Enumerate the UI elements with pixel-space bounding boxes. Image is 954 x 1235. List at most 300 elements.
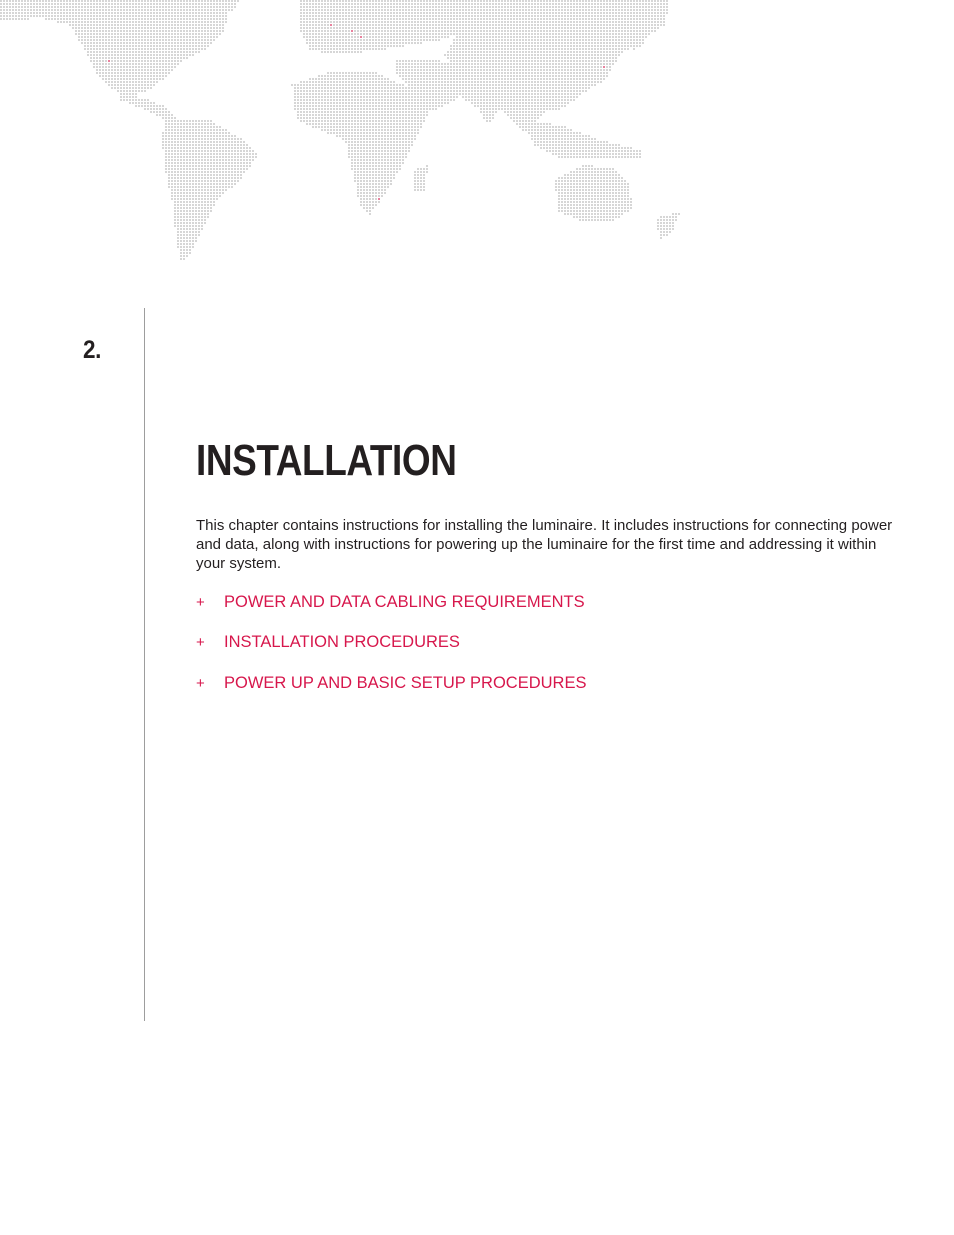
map-dot <box>513 33 515 35</box>
map-dot <box>210 12 212 14</box>
map-dot <box>318 96 320 98</box>
map-dot <box>630 0 632 2</box>
map-dot <box>99 39 101 41</box>
map-dot <box>441 36 443 38</box>
map-dot <box>534 42 536 44</box>
map-dot <box>483 15 485 17</box>
map-dot <box>324 99 326 101</box>
map-dot <box>216 18 218 20</box>
map-dot <box>411 30 413 32</box>
map-dot <box>42 0 44 2</box>
map-dot <box>381 12 383 14</box>
map-dot <box>111 72 113 74</box>
map-dot <box>528 87 530 89</box>
map-dot <box>597 51 599 53</box>
map-dot <box>138 27 140 29</box>
map-dot <box>600 12 602 14</box>
map-dot <box>351 6 353 8</box>
map-dot <box>480 90 482 92</box>
map-dot <box>12 12 14 14</box>
map-dot <box>72 3 74 5</box>
map-dot <box>402 60 404 62</box>
map-dot <box>462 66 464 68</box>
map-dot <box>564 51 566 53</box>
map-dot <box>594 63 596 65</box>
map-dot <box>573 60 575 62</box>
map-dot <box>138 42 140 44</box>
map-dot <box>120 3 122 5</box>
map-dot <box>549 45 551 47</box>
map-dot <box>573 96 575 98</box>
map-dot <box>543 102 545 104</box>
map-dot <box>492 96 494 98</box>
map-dot <box>537 9 539 11</box>
map-dot <box>411 24 413 26</box>
map-dot <box>417 42 419 44</box>
map-dot <box>567 96 569 98</box>
map-dot <box>573 18 575 20</box>
map-dot <box>504 72 506 74</box>
map-dot <box>603 15 605 17</box>
map-dot <box>552 78 554 80</box>
map-dot <box>342 105 344 107</box>
map-dot <box>333 78 335 80</box>
map-dot <box>630 39 632 41</box>
map-dot <box>132 9 134 11</box>
map-dot <box>402 36 404 38</box>
map-dot <box>414 33 416 35</box>
map-dot <box>111 45 113 47</box>
map-dot <box>411 87 413 89</box>
map-dot <box>534 84 536 86</box>
map-dot <box>582 75 584 77</box>
map-dot <box>558 18 560 20</box>
map-dot <box>318 24 320 26</box>
map-dot <box>522 3 524 5</box>
map-dot <box>108 3 110 5</box>
map-dot <box>507 60 509 62</box>
map-dot <box>387 87 389 89</box>
map-dot <box>387 78 389 80</box>
map-dot <box>555 36 557 38</box>
map-dot <box>564 33 566 35</box>
map-dot <box>354 99 356 101</box>
map-dot <box>210 24 212 26</box>
map-dot <box>297 99 299 101</box>
map-dot <box>507 102 509 104</box>
map-dot <box>477 72 479 74</box>
map-dot <box>342 24 344 26</box>
map-dot <box>369 102 371 104</box>
map-dot <box>156 36 158 38</box>
map-dot <box>444 96 446 98</box>
map-dot <box>426 102 428 104</box>
map-dot <box>207 30 209 32</box>
map-dot <box>357 87 359 89</box>
map-dot <box>588 39 590 41</box>
map-dot <box>468 33 470 35</box>
map-dot <box>435 24 437 26</box>
map-dot <box>114 81 116 83</box>
map-dot <box>297 108 299 110</box>
map-dot <box>417 0 419 2</box>
map-dot <box>504 36 506 38</box>
map-dot <box>351 36 353 38</box>
map-dot <box>150 36 152 38</box>
map-dot <box>147 99 149 101</box>
map-dot <box>315 33 317 35</box>
map-dot <box>519 75 521 77</box>
map-dot <box>405 66 407 68</box>
map-dot <box>558 24 560 26</box>
map-dot <box>513 99 515 101</box>
map-dot <box>552 75 554 77</box>
map-dot <box>540 48 542 50</box>
map-dot <box>558 69 560 71</box>
map-dot <box>87 15 89 17</box>
map-dot <box>456 18 458 20</box>
map-dot <box>636 21 638 23</box>
map-dot <box>651 30 653 32</box>
map-dot <box>174 39 176 41</box>
map-dot <box>423 33 425 35</box>
map-dot <box>138 75 140 77</box>
map-dot <box>594 12 596 14</box>
map-dot <box>144 51 146 53</box>
map-dot <box>471 24 473 26</box>
map-dot <box>492 9 494 11</box>
map-dot <box>507 96 509 98</box>
map-dot <box>615 33 617 35</box>
map-dot <box>363 93 365 95</box>
map-dot <box>300 3 302 5</box>
map-dot <box>471 30 473 32</box>
map-dot <box>408 33 410 35</box>
map-dot <box>120 78 122 80</box>
map-dot <box>447 12 449 14</box>
map-dot <box>405 81 407 83</box>
map-dot <box>99 72 101 74</box>
map-dot <box>204 45 206 47</box>
map-dot <box>618 54 620 56</box>
map-dot <box>198 27 200 29</box>
map-dot <box>366 3 368 5</box>
map-dot <box>561 27 563 29</box>
map-dot <box>516 99 518 101</box>
map-dot <box>315 90 317 92</box>
map-dot <box>492 51 494 53</box>
map-dot <box>117 87 119 89</box>
map-dot <box>555 96 557 98</box>
map-dot <box>651 24 653 26</box>
map-dot <box>570 66 572 68</box>
map-dot <box>231 9 233 11</box>
map-dot <box>336 99 338 101</box>
map-dot <box>393 12 395 14</box>
map-dot <box>522 63 524 65</box>
map-dot <box>105 63 107 65</box>
map-dot <box>141 99 143 101</box>
map-dot <box>303 30 305 32</box>
map-dot <box>135 33 137 35</box>
map-dot <box>654 6 656 8</box>
map-dot <box>513 42 515 44</box>
map-dot <box>441 81 443 83</box>
map-dot <box>582 66 584 68</box>
map-dot <box>90 9 92 11</box>
map-dot <box>579 87 581 89</box>
map-dot <box>60 6 62 8</box>
map-dot <box>312 102 314 104</box>
map-dot <box>534 36 536 38</box>
map-dot <box>552 105 554 107</box>
map-dot <box>429 66 431 68</box>
map-dot <box>549 39 551 41</box>
map-dot <box>408 96 410 98</box>
map-dot <box>414 27 416 29</box>
map-dot <box>192 9 194 11</box>
map-dot <box>597 72 599 74</box>
map-dot <box>468 21 470 23</box>
map-dot <box>489 78 491 80</box>
map-dot <box>216 15 218 17</box>
map-dot <box>111 24 113 26</box>
map-dot <box>420 93 422 95</box>
map-dot <box>153 108 155 110</box>
map-dot <box>609 12 611 14</box>
map-dot <box>363 12 365 14</box>
map-dot <box>612 39 614 41</box>
map-dot <box>519 54 521 56</box>
map-dot <box>498 96 500 98</box>
map-dot <box>327 9 329 11</box>
map-dot <box>102 3 104 5</box>
map-dot <box>351 81 353 83</box>
map-dot <box>126 0 128 2</box>
map-dot <box>225 9 227 11</box>
map-dot <box>576 96 578 98</box>
map-dot <box>585 90 587 92</box>
map-dot <box>363 21 365 23</box>
map-dot <box>519 12 521 14</box>
map-dot <box>159 15 161 17</box>
map-dot <box>495 87 497 89</box>
map-dot <box>168 12 170 14</box>
map-dot <box>105 27 107 29</box>
map-dot <box>540 9 542 11</box>
map-dot <box>582 9 584 11</box>
map-dot <box>15 0 17 2</box>
map-dot <box>117 18 119 20</box>
map-dot <box>171 63 173 65</box>
map-dot <box>477 69 479 71</box>
map-dot <box>648 9 650 11</box>
map-dot <box>414 69 416 71</box>
map-dot <box>495 45 497 47</box>
map-dot <box>294 99 296 101</box>
map-dot <box>630 6 632 8</box>
map-dot <box>462 36 464 38</box>
map-dot <box>369 36 371 38</box>
map-dot <box>612 27 614 29</box>
map-dot <box>513 57 515 59</box>
map-dot <box>564 45 566 47</box>
map-dot <box>405 18 407 20</box>
map-dot <box>603 57 605 59</box>
map-dot <box>207 3 209 5</box>
map-dot <box>411 84 413 86</box>
map-dot <box>390 81 392 83</box>
map-dot <box>483 66 485 68</box>
map-dot <box>498 75 500 77</box>
map-dot <box>510 42 512 44</box>
map-dot <box>459 84 461 86</box>
map-dot <box>447 18 449 20</box>
map-dot <box>501 24 503 26</box>
map-dot <box>555 75 557 77</box>
map-dot <box>510 18 512 20</box>
map-dot <box>369 15 371 17</box>
map-dot <box>453 87 455 89</box>
map-dot <box>411 72 413 74</box>
map-dot <box>618 45 620 47</box>
map-dot <box>621 33 623 35</box>
map-dot <box>567 90 569 92</box>
map-dot <box>330 102 332 104</box>
map-dot <box>342 18 344 20</box>
map-dot <box>570 87 572 89</box>
map-dot <box>315 9 317 11</box>
map-dot <box>606 21 608 23</box>
map-dot <box>324 87 326 89</box>
map-dot <box>372 93 374 95</box>
map-dot <box>411 27 413 29</box>
map-dot <box>492 75 494 77</box>
map-dot <box>315 18 317 20</box>
map-dot <box>366 75 368 77</box>
map-dot <box>159 57 161 59</box>
map-dot <box>399 39 401 41</box>
map-dot <box>477 102 479 104</box>
map-dot <box>402 102 404 104</box>
map-dot <box>72 15 74 17</box>
map-dot <box>513 39 515 41</box>
map-dot <box>513 48 515 50</box>
map-dot <box>150 51 152 53</box>
map-dot <box>657 15 659 17</box>
map-dot <box>444 75 446 77</box>
map-dot <box>534 78 536 80</box>
map-dot <box>576 81 578 83</box>
map-dot <box>348 99 350 101</box>
map-dot <box>630 33 632 35</box>
map-dot <box>402 84 404 86</box>
map-dot <box>561 75 563 77</box>
map-dot <box>39 9 41 11</box>
map-dot <box>654 9 656 11</box>
map-dot <box>141 72 143 74</box>
map-dot <box>336 30 338 32</box>
map-dot <box>513 3 515 5</box>
map-dot <box>333 108 335 110</box>
map-dot <box>372 3 374 5</box>
map-dot <box>510 48 512 50</box>
map-dot <box>609 33 611 35</box>
map-dot <box>642 0 644 2</box>
map-dot <box>660 3 662 5</box>
map-dot <box>177 27 179 29</box>
map-dot <box>435 78 437 80</box>
map-dot <box>393 105 395 107</box>
map-dot <box>507 63 509 65</box>
map-dot <box>576 66 578 68</box>
map-dot <box>567 72 569 74</box>
map-dot <box>393 9 395 11</box>
map-dot <box>222 9 224 11</box>
map-dot <box>309 102 311 104</box>
map-dot <box>483 72 485 74</box>
map-dot <box>519 72 521 74</box>
map-dot <box>435 96 437 98</box>
map-dot <box>567 48 569 50</box>
map-dot <box>345 96 347 98</box>
map-dot <box>51 0 53 2</box>
map-dot <box>306 108 308 110</box>
map-dot <box>336 72 338 74</box>
map-dot <box>111 54 113 56</box>
map-dot <box>396 21 398 23</box>
map-dot <box>564 78 566 80</box>
map-dot <box>69 0 71 2</box>
map-dot <box>585 51 587 53</box>
map-dot <box>345 30 347 32</box>
map-dot <box>186 51 188 53</box>
map-dot <box>465 87 467 89</box>
map-dot <box>567 27 569 29</box>
map-dot <box>354 36 356 38</box>
map-dot <box>480 48 482 50</box>
map-dot <box>372 42 374 44</box>
map-dot <box>156 57 158 59</box>
map-dot <box>132 99 134 101</box>
map-dot <box>600 66 602 68</box>
map-dot <box>507 87 509 89</box>
map-dot <box>384 36 386 38</box>
map-dot <box>363 39 365 41</box>
map-dot <box>153 15 155 17</box>
map-dot <box>366 45 368 47</box>
map-dot <box>381 9 383 11</box>
map-dot <box>597 75 599 77</box>
map-dot <box>396 45 398 47</box>
map-dot <box>438 39 440 41</box>
map-dot <box>396 69 398 71</box>
map-dot <box>321 42 323 44</box>
map-dot <box>132 72 134 74</box>
map-dot <box>417 102 419 104</box>
map-dot <box>573 84 575 86</box>
map-dot <box>156 39 158 41</box>
map-dot <box>348 108 350 110</box>
map-dot <box>588 54 590 56</box>
map-dot <box>315 78 317 80</box>
map-dot <box>372 0 374 2</box>
map-dot <box>474 18 476 20</box>
map-dot <box>372 96 374 98</box>
map-dot <box>501 51 503 53</box>
map-dot <box>444 12 446 14</box>
map-dot <box>429 72 431 74</box>
